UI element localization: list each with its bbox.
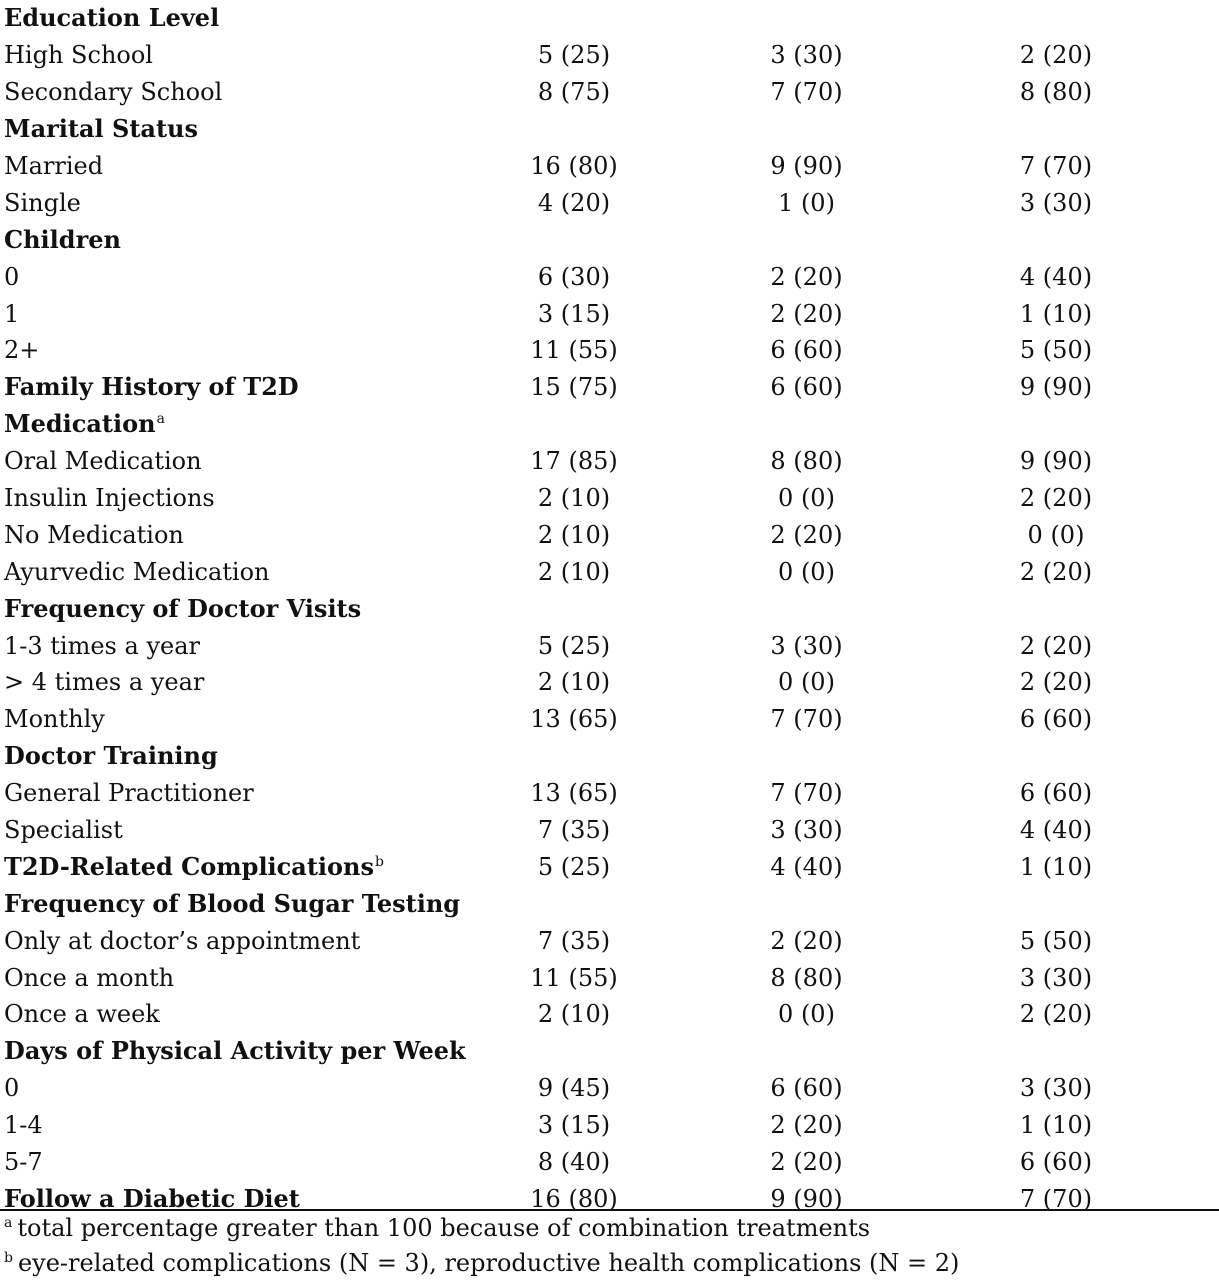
row-label-cell	[0, 553, 424, 590]
section-row	[0, 406, 1219, 443]
row-label-cell	[0, 959, 424, 996]
row-label-cell	[0, 516, 424, 553]
table-row	[0, 1070, 1219, 1107]
row-label-cell	[0, 332, 424, 369]
table-row	[0, 922, 1219, 959]
table-row	[0, 553, 1219, 590]
footnote-marker: b	[375, 853, 384, 870]
value-cell: 3 (30)	[1019, 188, 1093, 217]
value-cell	[724, 111, 889, 148]
value-cell: 1 (10)	[1019, 852, 1093, 881]
footnote-marker: a	[4, 1215, 13, 1231]
value-cell: 5 (50)	[1019, 926, 1093, 955]
value-cell	[889, 0, 1219, 37]
value-cell: 9 (45)	[537, 1074, 611, 1103]
row-label: Married	[4, 152, 104, 180]
footnote-a	[4, 1214, 870, 1242]
value-cell: 7 (70)	[1019, 152, 1093, 180]
row-label-cell	[0, 701, 424, 738]
value-cell: 6 (60)	[770, 1074, 843, 1103]
row-label: 5-7	[4, 1148, 43, 1177]
table-row	[0, 258, 1219, 295]
value-cell: 0 (0)	[778, 484, 835, 513]
value-cell: 7 (35)	[537, 816, 611, 845]
value-cell	[889, 885, 1219, 922]
row-label: Once a month	[4, 963, 175, 992]
row-label-cell	[0, 848, 424, 885]
footnote-text: eye-related complications (N = 3), reproductive health complications (N = 2)	[17, 1249, 960, 1277]
value-cell: 3 (15)	[537, 299, 611, 328]
value-cell: 2 (10)	[537, 484, 611, 513]
section-row	[0, 1033, 1219, 1070]
value-cell: 5 (25)	[537, 41, 611, 70]
row-label: Oral Medication	[4, 447, 202, 476]
table-row	[0, 443, 1219, 480]
value-cell: 6 (60)	[770, 336, 843, 365]
row-label-cell	[0, 1070, 424, 1107]
value-cell: 2 (20)	[1019, 41, 1093, 70]
row-label: 0	[4, 262, 20, 291]
table-row	[0, 148, 1219, 185]
value-cell: 7 (35)	[537, 926, 611, 955]
row-label: 0	[4, 1074, 20, 1103]
value-cell: 6 (60)	[1019, 1148, 1093, 1177]
value-cell: 7 (70)	[770, 779, 843, 808]
value-cell: 2 (20)	[770, 299, 843, 328]
value-cell: 2 (10)	[537, 1000, 611, 1029]
value-cell: 6 (30)	[537, 262, 611, 291]
value-cell	[724, 738, 889, 775]
value-cell: 3 (15)	[537, 1111, 611, 1140]
value-cell	[889, 111, 1219, 148]
row-label-cell	[0, 184, 424, 221]
row-label-cell	[0, 590, 424, 627]
value-cell: 0 (0)	[1027, 520, 1085, 549]
table-row	[0, 627, 1219, 664]
row-label-cell	[0, 885, 461, 922]
table-row	[0, 480, 1219, 517]
row-label: Ayurvedic Medication	[4, 557, 270, 586]
section-row	[0, 111, 1219, 148]
value-cell: 4 (40)	[1019, 262, 1093, 291]
value-cell: 2 (10)	[537, 557, 611, 586]
value-cell: 2 (20)	[1019, 631, 1093, 660]
table-row	[0, 184, 1219, 221]
table-row	[0, 74, 1219, 111]
row-label-cell	[0, 1033, 466, 1070]
value-cell: 5 (25)	[537, 631, 611, 660]
value-cell: 3 (30)	[1019, 963, 1093, 992]
footnote-marker: a	[156, 411, 165, 428]
row-label: General Practitioner	[4, 779, 254, 808]
value-cell: 1 (0)	[778, 188, 835, 217]
value-cell: 2 (20)	[770, 262, 843, 291]
row-label-cell	[0, 443, 424, 480]
value-cell: 3 (30)	[770, 816, 843, 845]
row-label: T2D-Related Complications	[4, 851, 375, 881]
row-label-cell	[0, 664, 424, 701]
row-label-cell	[0, 1107, 424, 1144]
row-label: Doctor Training	[4, 741, 218, 771]
value-cell	[889, 590, 1219, 627]
value-cell: 8 (75)	[537, 78, 611, 107]
table-row	[0, 295, 1219, 332]
section-row	[0, 1181, 1219, 1218]
value-cell: 1 (10)	[1019, 1111, 1093, 1140]
value-cell	[889, 406, 1219, 443]
footnote-text: total percentage greater than 100 because of combination treatments	[17, 1214, 871, 1242]
value-cell: 2 (20)	[770, 520, 843, 549]
row-label: 1-3 times a year	[4, 631, 200, 660]
table-row	[0, 37, 1219, 74]
value-cell: 9 (90)	[770, 152, 843, 180]
value-cell: 3 (30)	[1019, 1074, 1093, 1103]
value-cell: 8 (80)	[1019, 78, 1093, 107]
row-label: Marital Status	[4, 114, 199, 144]
value-cell: 7 (70)	[770, 78, 843, 107]
row-label-cell	[0, 738, 424, 775]
value-cell: 4 (20)	[537, 188, 611, 217]
section-row	[0, 369, 1219, 406]
value-cell	[424, 221, 724, 258]
value-cell: 2 (20)	[1019, 668, 1093, 697]
value-cell: 13 (65)	[530, 779, 618, 808]
table-row	[0, 775, 1219, 812]
value-cell: 8 (80)	[770, 963, 843, 992]
value-cell: 0 (0)	[778, 668, 835, 697]
value-cell	[724, 406, 889, 443]
value-cell	[424, 1033, 724, 1070]
table-bottom-rule	[0, 1209, 1219, 1211]
table-row	[0, 1144, 1219, 1181]
table-row	[0, 959, 1219, 996]
row-label: Specialist	[4, 816, 123, 845]
value-cell: 4 (40)	[770, 852, 843, 881]
value-cell: 5 (50)	[1019, 336, 1093, 365]
value-cell: 13 (65)	[530, 705, 618, 734]
value-cell	[889, 1033, 1219, 1070]
row-label-cell	[0, 295, 424, 332]
row-label: Education Level	[4, 3, 220, 33]
row-label-cell	[0, 775, 424, 812]
value-cell: 0 (0)	[778, 1000, 835, 1029]
value-cell	[424, 885, 724, 922]
value-cell	[424, 406, 724, 443]
value-cell	[724, 885, 889, 922]
table-row	[0, 516, 1219, 553]
value-cell: 2 (20)	[1019, 557, 1093, 586]
value-cell: 8 (80)	[770, 447, 843, 476]
table-row	[0, 701, 1219, 738]
row-label: Only at doctor’s appointment	[4, 926, 361, 955]
value-cell: 2 (20)	[770, 1148, 843, 1177]
section-row	[0, 738, 1219, 775]
value-cell: 1 (10)	[1019, 299, 1093, 328]
row-label-cell	[0, 1181, 424, 1218]
footnote-b	[4, 1249, 959, 1277]
row-label: Once a week	[4, 1000, 160, 1029]
value-cell	[889, 738, 1219, 775]
row-label-cell	[0, 37, 424, 74]
row-label-cell	[0, 922, 424, 959]
value-cell	[424, 111, 724, 148]
row-label-cell	[0, 74, 424, 111]
value-cell: 8 (40)	[537, 1148, 611, 1177]
value-cell: 7 (70)	[1019, 1184, 1093, 1213]
value-cell	[889, 221, 1219, 258]
value-cell	[724, 590, 889, 627]
value-cell: 7 (70)	[770, 705, 843, 734]
row-label: Single	[4, 188, 81, 217]
row-label: High School	[4, 41, 153, 70]
value-cell: 2 (20)	[770, 1111, 843, 1140]
table-row	[0, 664, 1219, 701]
value-cell: 3 (30)	[770, 631, 843, 660]
row-label-cell	[0, 996, 424, 1033]
row-label-cell	[0, 148, 424, 185]
row-label: > 4 times a year	[4, 668, 205, 697]
value-cell: 16 (80)	[530, 152, 618, 180]
value-cell: 0 (0)	[778, 557, 835, 586]
value-cell: 16 (80)	[530, 1184, 618, 1213]
value-cell: 2 (10)	[537, 668, 611, 697]
value-cell: 9 (90)	[1019, 373, 1093, 402]
value-cell: 4 (40)	[1019, 816, 1093, 845]
footnote-marker: b	[4, 1250, 13, 1266]
value-cell: 11 (55)	[530, 963, 618, 992]
row-label: Secondary School	[4, 78, 223, 107]
value-cell	[424, 0, 724, 37]
table-row	[0, 812, 1219, 849]
value-cell	[424, 738, 724, 775]
value-cell	[724, 1033, 889, 1070]
table-row	[0, 996, 1219, 1033]
value-cell: 15 (75)	[530, 373, 618, 402]
row-label-cell	[0, 0, 424, 37]
row-label: Medication	[4, 409, 156, 439]
value-cell: 5 (25)	[537, 852, 611, 881]
value-cell: 2 (20)	[1019, 1000, 1093, 1029]
row-label-cell	[0, 480, 424, 517]
row-label: Monthly	[4, 705, 105, 734]
row-label: 1-4	[4, 1111, 43, 1140]
section-row	[0, 221, 1219, 258]
row-label-cell	[0, 221, 424, 258]
value-cell: 2 (20)	[1019, 484, 1093, 513]
row-label-cell	[0, 258, 424, 295]
value-cell: 11 (55)	[530, 336, 618, 365]
value-cell	[724, 0, 889, 37]
table-row	[0, 1107, 1219, 1144]
value-cell: 3 (30)	[770, 41, 843, 70]
row-label-cell	[0, 627, 424, 664]
row-label: Family History of T2D	[4, 372, 299, 402]
row-label: Frequency of Doctor Visits	[4, 593, 362, 623]
value-cell: 17 (85)	[530, 447, 618, 476]
value-cell: 9 (90)	[1019, 447, 1093, 476]
row-label: 2+	[4, 336, 40, 365]
row-label-cell	[0, 369, 424, 406]
row-label: 1	[4, 299, 20, 328]
row-label: Follow a Diabetic Diet	[4, 1183, 300, 1213]
row-label-cell	[0, 812, 424, 849]
section-row	[0, 885, 1219, 922]
value-cell: 6 (60)	[1019, 779, 1093, 808]
row-label: No Medication	[4, 520, 184, 549]
row-label: Days of Physical Activity per Week	[4, 1036, 466, 1066]
section-row	[0, 0, 1219, 37]
row-label: Frequency of Blood Sugar Testing	[4, 888, 461, 918]
value-cell: 9 (90)	[770, 1184, 843, 1213]
row-label-cell	[0, 111, 424, 148]
value-cell: 6 (60)	[770, 373, 843, 402]
value-cell: 2 (20)	[770, 926, 843, 955]
section-row	[0, 848, 1219, 885]
row-label-cell	[0, 406, 424, 443]
value-cell: 2 (10)	[537, 520, 611, 549]
section-row	[0, 590, 1219, 627]
table-row	[0, 332, 1219, 369]
value-cell	[724, 221, 889, 258]
value-cell: 6 (60)	[1019, 705, 1093, 734]
row-label: Insulin Injections	[4, 484, 215, 513]
value-cell	[424, 590, 724, 627]
row-label: Children	[4, 224, 121, 254]
row-label-cell	[0, 1144, 424, 1181]
